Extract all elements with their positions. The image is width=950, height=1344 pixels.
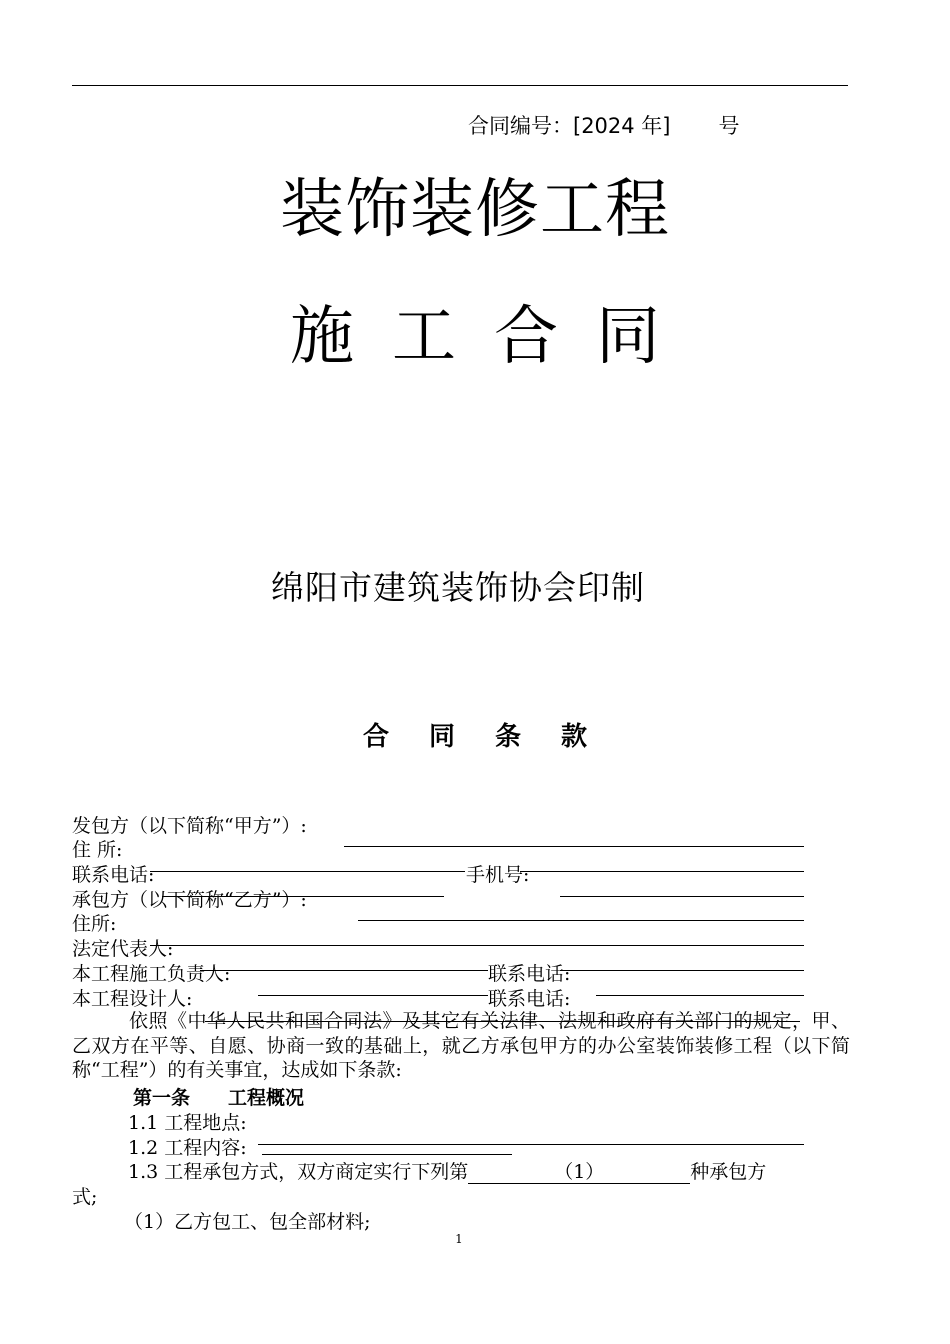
employer-address-label: 住 所: xyxy=(72,839,123,861)
contractor-label-strike xyxy=(162,896,362,897)
site-manager-phone-field xyxy=(560,970,804,971)
item-1-3-prefix: 1.3 工程承包方式，双方商定实行下列第 xyxy=(128,1161,469,1183)
header-rule xyxy=(72,85,848,86)
employer-phone-field xyxy=(150,871,465,872)
legal-rep-field xyxy=(150,945,804,946)
contract-number-label: 合同编号：[2024 年] xyxy=(468,114,671,138)
designer-phone-field xyxy=(596,995,804,996)
page-number: 1 xyxy=(455,1232,463,1246)
article1-heading xyxy=(133,1083,304,1110)
site-manager-label: 本工程施工负责人: xyxy=(72,963,231,985)
document-title-line1: 装饰装修工程 xyxy=(280,173,670,247)
item-1-3-suffix: 种承包方 xyxy=(690,1161,767,1183)
contractor-label: 承包方（以下简称“乙方”）: xyxy=(72,889,307,911)
contractor-address-field xyxy=(358,920,804,921)
employer-label: 发包方（以下简称“甲方”）: xyxy=(72,815,307,837)
contractor-field-b xyxy=(560,896,804,897)
site-manager-field xyxy=(200,970,488,971)
printer-credit: 绵阳市建筑装饰协会印制 xyxy=(271,568,645,607)
contractor-field-a xyxy=(362,896,444,897)
contract-number-suffix: 号 xyxy=(718,114,740,138)
employer-phone-label: 联系电话: xyxy=(72,864,155,886)
article1-title: 工程概况 xyxy=(228,1087,305,1109)
item-1-2-field-b xyxy=(262,1154,512,1155)
site-manager-phone-label: 联系电话: xyxy=(488,963,571,985)
designer-label: 本工程设计人: xyxy=(72,988,193,1010)
intro-strike xyxy=(205,1021,800,1022)
intro-paragraph: 依照《中华人民共和国合同法》及其它有关法律、法规和政府有关部门的规定，甲、乙双方在平等、自愿、协商一致的基础上，就乙方承包甲方的办公室装饰装修工程（以下简称“工程”）的有关事宜，达成如下条款: xyxy=(72,1010,850,1081)
legal-rep-label: 法定代表人: xyxy=(72,938,174,960)
item-1-3 xyxy=(128,1157,766,1184)
item-1-2: 1.2 工程内容: xyxy=(128,1137,247,1159)
item-1-1: 1.1 工程地点: xyxy=(128,1112,247,1134)
contractor-address-label: 住所: xyxy=(72,913,117,935)
item-1-2-field xyxy=(258,1144,804,1145)
terms-heading: 合同条款 xyxy=(362,722,627,752)
employer-mobile-field xyxy=(520,871,804,872)
contract-number xyxy=(468,110,740,140)
designer-field xyxy=(258,995,488,996)
option-1: （1）乙方包工、包全部材料; xyxy=(124,1211,371,1233)
employer-mobile-label: 手机号: xyxy=(466,864,530,886)
item-1-3-wrap: 式; xyxy=(72,1186,98,1208)
employer-address-field xyxy=(344,846,804,847)
article1-number: 第一条 xyxy=(133,1087,191,1109)
document-title-line2: 施工合同 xyxy=(290,300,698,374)
designer-phone-label: 联系电话: xyxy=(488,988,571,1010)
item-1-3-value: （1） xyxy=(468,1162,690,1184)
